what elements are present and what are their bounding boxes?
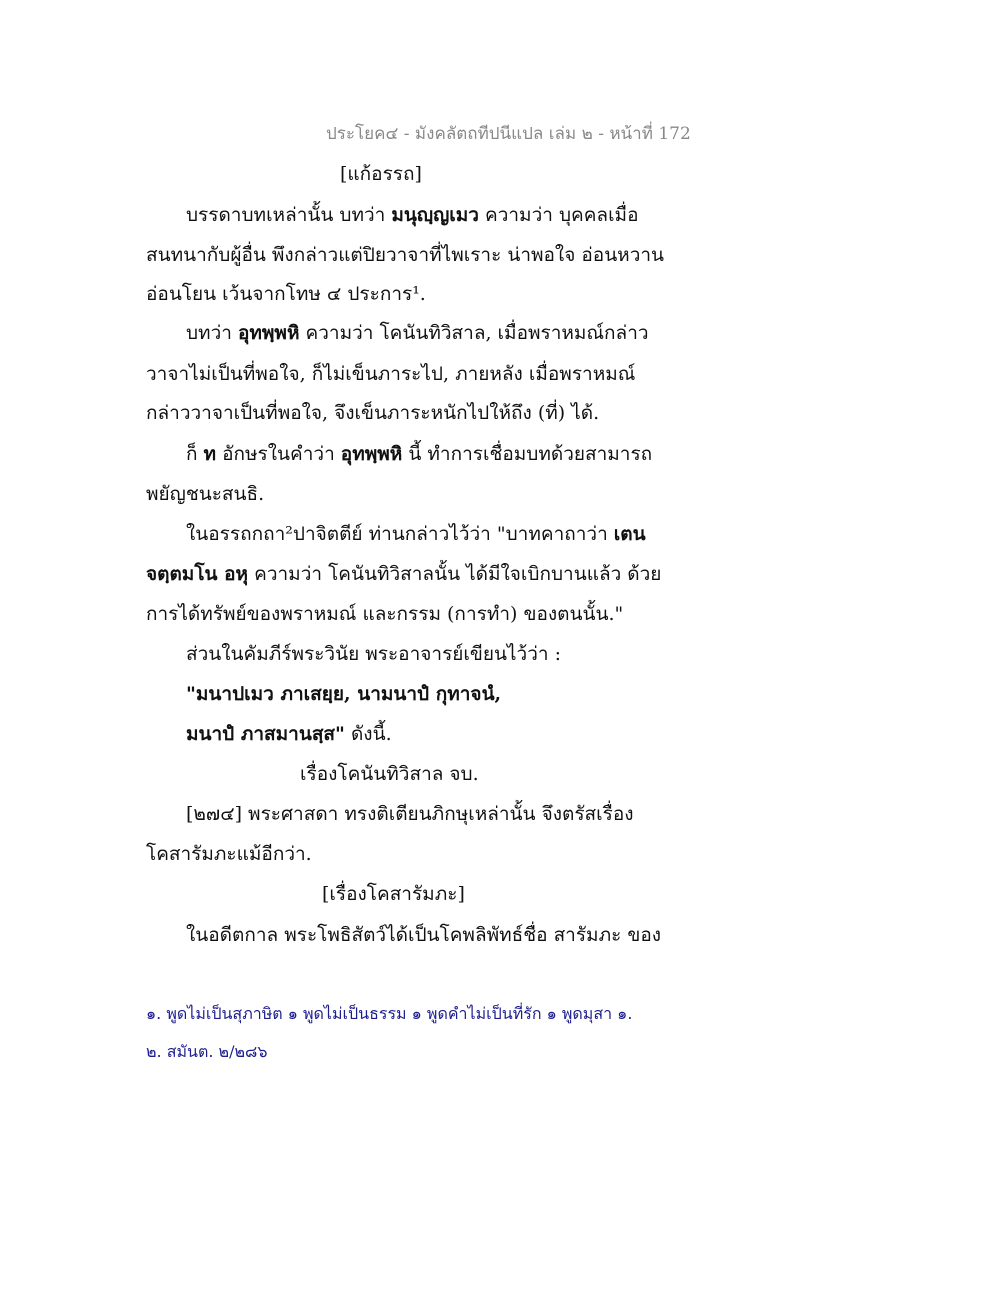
paragraph-line	[186, 445, 652, 464]
paragraph-line: พยัญชนะสนธิ.	[146, 483, 265, 505]
paragraph-line	[146, 565, 661, 584]
pali-term: อุทพฺพหิ	[237, 322, 300, 344]
verse-line	[186, 685, 501, 704]
paragraph-line	[186, 324, 649, 343]
footnote: ๒. สมันต. ๒/๒๘๖	[146, 1042, 268, 1061]
paragraph-line: [๒๗๔] พระศาสดา ทรงติเตียนภิกษุเหล่านั้น จึงตรัสเรื่อง	[186, 803, 634, 825]
pali-verse: "มนาปเมว ภาเสยฺย, นามนาปํ กุทาจนํ,	[186, 683, 502, 705]
pali-term: จตฺตมโน อหุ	[146, 563, 249, 585]
paragraph-line: วาจาไม่เป็นที่พอใจ, ก็ไม่เข็นภาระไป, ภายหลัง เมื่อพราหมณ์	[146, 363, 636, 385]
text-run: ความว่า โคนันทิวิสาล, เมื่อพราหมณ์กล่าว	[299, 322, 649, 344]
section-heading: [แก้อรรถ]	[340, 163, 422, 185]
pali-term: เตน	[613, 523, 646, 545]
paragraph-line: ส่วนในคัมภีร์พระวินัย พระอาจารย์เขียนไว้ว่า :	[186, 643, 562, 665]
text-run: บรรดาบทเหล่านั้น บทว่า	[186, 204, 392, 226]
paragraph-line: ในอดีตกาล พระโพธิสัตว์ได้เป็นโคพลิพัทธ์ชื่อ สารัมภะ ของ	[186, 924, 662, 946]
text-run: ในอรรถกถา²ปาจิตตีย์ ท่านกล่าวไว้ว่า "บาทคาถาว่า	[186, 523, 614, 545]
text-run: ดังนี้.	[344, 723, 392, 745]
pali-verse: มนาปํ ภาสมานสฺส"	[186, 723, 345, 745]
text-run: อักษรในคำว่า	[216, 443, 341, 465]
paragraph-line	[186, 525, 646, 544]
section-heading: [เรื่องโคสารัมภะ]	[322, 883, 465, 905]
text-run: นี้ ทำการเชื่อมบทด้วยสามารถ	[402, 443, 653, 465]
verse-line	[186, 725, 392, 744]
paragraph-line: สนทนากับผู้อื่น พึงกล่าวแต่ปิยวาจาที่ไพเราะ น่าพอใจ อ่อนหวาน	[146, 244, 665, 266]
pali-term: มนุญฺญเมว	[391, 204, 479, 226]
paragraph-line: การได้ทรัพย์ของพราหมณ์ และกรรม (การทำ) ของตนนั้น."	[146, 603, 624, 625]
story-end-line: เรื่องโคนันทิวิสาล จบ.	[300, 763, 479, 785]
text-run: ก็	[186, 443, 204, 465]
paragraph-line: โคสารัมภะแม้อีกว่า.	[146, 843, 312, 865]
footnote: ๑. พูดไม่เป็นสุภาษิต ๑ พูดไม่เป็นธรรม ๑ พูดคำไม่เป็นที่รัก ๑ พูดมุสา ๑.	[146, 1004, 633, 1023]
paragraph-line	[186, 206, 639, 225]
text-run: ความว่า โคนันทิวิสาลนั้น ได้มีใจเบิกบานแล้ว ด้วย	[248, 563, 662, 585]
pali-term: ท	[203, 443, 217, 465]
paragraph-line: อ่อนโยน เว้นจากโทษ ๔ ประการ¹.	[146, 283, 426, 305]
text-run: บทว่า	[186, 322, 238, 344]
text-run: ความว่า บุคคลเมื่อ	[478, 204, 639, 226]
pali-term: อุทพฺพหิ	[340, 443, 403, 465]
paragraph-line: กล่าววาจาเป็นที่พอใจ, จึงเข็นภาระหนักไปให้ถึง (ที่) ได้.	[146, 402, 600, 424]
page-header: ประโยค๔ - มังคลัตถทีปนีแปล เล่ม ๒ - หน้าที่ 172	[326, 124, 691, 144]
